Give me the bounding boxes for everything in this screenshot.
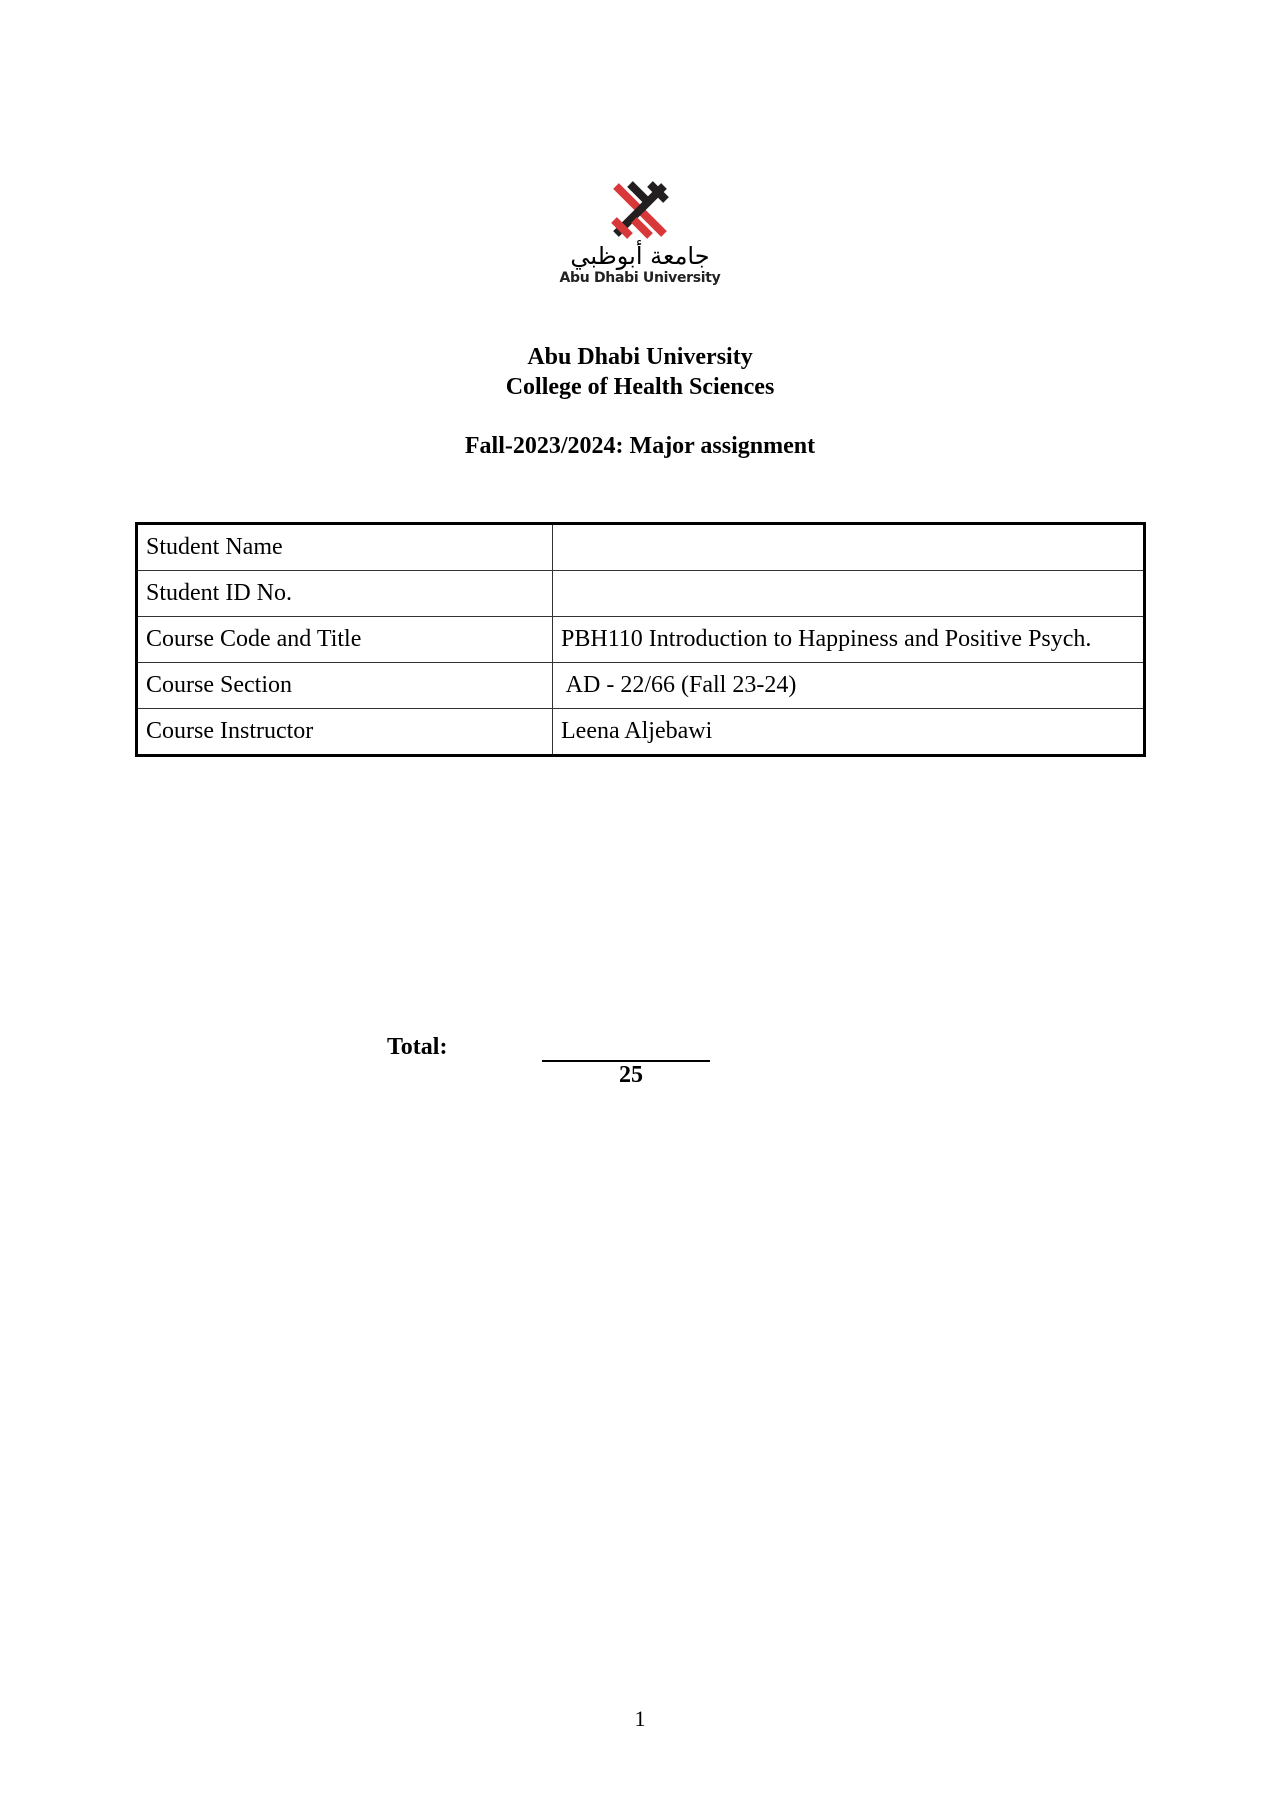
logo-emblem-icon <box>610 180 670 240</box>
assignment-title: Fall-2023/2024: Major assignment <box>464 433 816 459</box>
row-label: Student Name <box>137 524 553 571</box>
row-value <box>553 524 1145 571</box>
university-name: Abu Dhabi University <box>527 344 753 370</box>
table-row <box>137 617 1145 663</box>
row-label: Course Instructor <box>137 709 553 756</box>
row-value: PBH110 Introduction to Happiness and Positive Psych. <box>553 617 1145 663</box>
row-value <box>553 571 1145 617</box>
total-denominator: 25 <box>619 1062 643 1088</box>
page-number: 1 <box>634 1706 646 1731</box>
row-value: Leena Aljebawi <box>553 709 1145 756</box>
row-label: Student ID No. <box>137 571 553 617</box>
row-label: Course Code and Title <box>137 617 553 663</box>
table-row <box>137 571 1145 617</box>
college-name: College of Health Sciences <box>505 374 775 400</box>
student-info-table <box>135 522 1146 757</box>
row-value: AD - 22/66 (Fall 23-24) <box>553 663 1145 709</box>
row-label: Course Section <box>137 663 553 709</box>
table-row <box>137 524 1145 571</box>
total-label: Total: <box>387 1034 448 1060</box>
logo-arabic-text: جامعة أبوظبي <box>570 242 710 270</box>
table-row <box>137 663 1145 709</box>
table-row <box>137 709 1145 756</box>
university-logo <box>555 180 725 305</box>
logo-english-text: Abu Dhabi University <box>559 270 721 286</box>
